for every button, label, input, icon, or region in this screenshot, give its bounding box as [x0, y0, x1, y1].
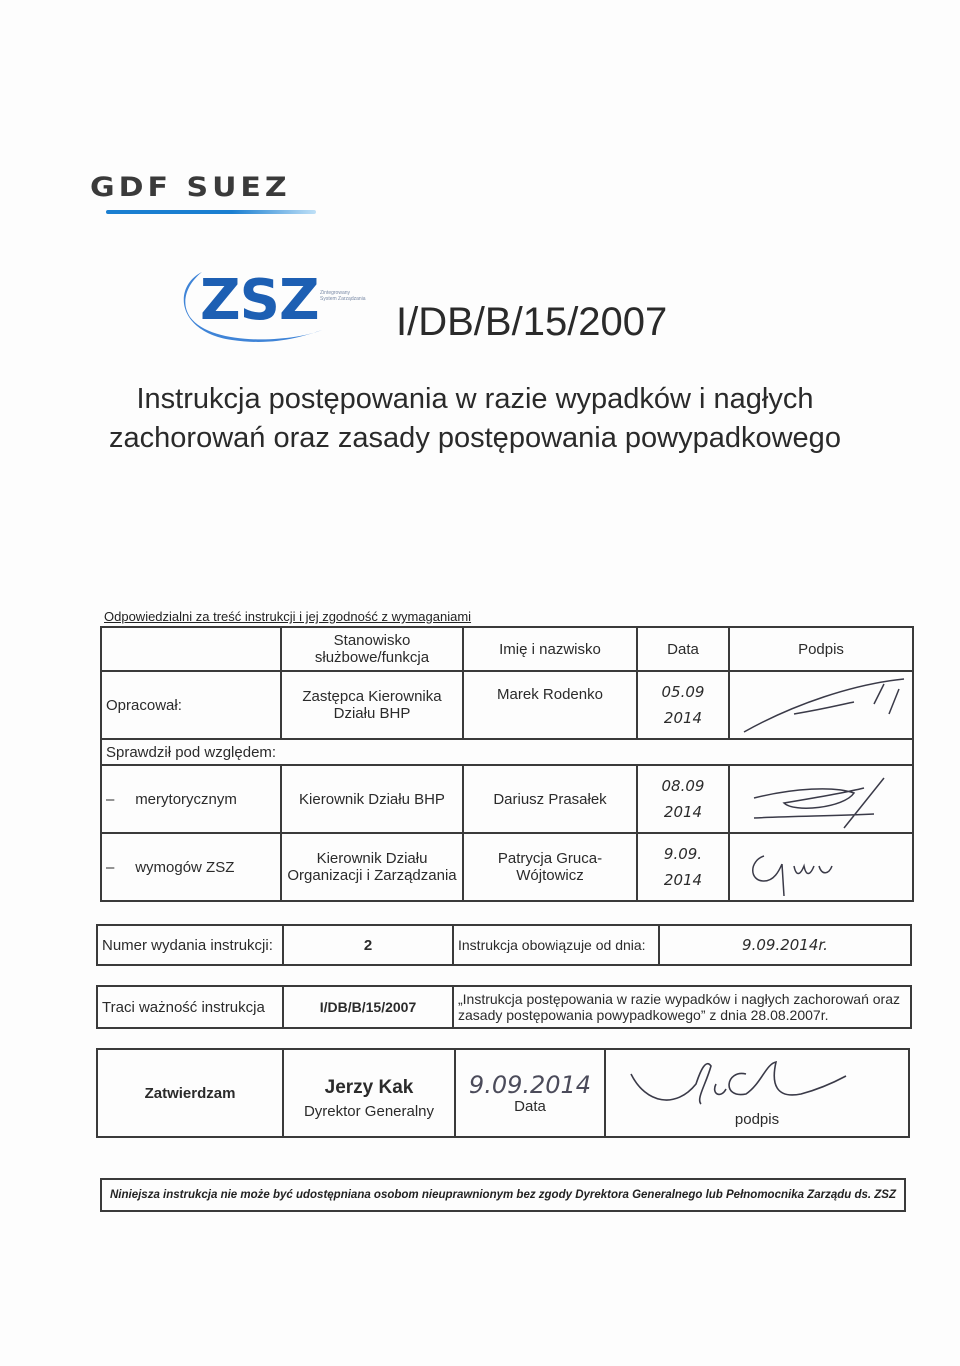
checked-merit-label: – merytorycznym	[101, 765, 281, 833]
gdf-suez-logo-underline	[106, 210, 316, 214]
table-row	[101, 739, 913, 765]
handwritten-signature-icon	[734, 768, 914, 830]
checked-zsz-label: – wymogów ZSZ	[101, 833, 281, 901]
gdf-suez-logo-text: GDF SUEZ	[90, 171, 291, 204]
table-row	[97, 925, 911, 965]
approver	[283, 1049, 455, 1137]
checked-merit-signature	[729, 765, 913, 833]
valid-from-label: Instrukcja obowiązuje od dnia:	[453, 925, 659, 965]
checked-zsz-name: Patrycja Gruca-Wójtowicz	[463, 833, 637, 901]
supersedes-code: I/DB/B/15/2007	[283, 986, 453, 1028]
table-header-row	[101, 627, 913, 671]
approver-role: Dyrektor Generalny	[303, 1102, 435, 1120]
checked-label: Sprawdził pod względem:	[101, 739, 913, 765]
prepared-label: Opracował:	[101, 671, 281, 739]
zsz-logo	[172, 262, 372, 352]
checked-merit-name: Dariusz Prasałek	[463, 765, 637, 833]
prepared-name: Marek Rodenko	[463, 671, 637, 739]
prepared-position: Zastępca Kierownika Działu BHP	[281, 671, 463, 739]
approval-date-value: 9.09.2014	[468, 1070, 592, 1099]
approval-date-label: Data	[514, 1097, 546, 1115]
header-date: Data	[637, 627, 729, 671]
handwritten-signature-icon	[734, 674, 914, 736]
table-row	[97, 986, 911, 1028]
table-row	[101, 765, 913, 833]
header-signature: Podpis	[729, 627, 913, 671]
responsibility-table	[100, 626, 914, 902]
table-row	[101, 671, 913, 739]
responsibility-caption: Odpowiedzialni za treść instrukcji i jej zgodność z wymaganiami	[104, 609, 472, 624]
handwritten-signature-icon	[626, 1054, 866, 1114]
prepared-date: 05.09 2014	[637, 671, 729, 739]
approval-signature-label: podpis	[734, 1111, 780, 1128]
checked-merit-date: 08.09 2014	[637, 765, 729, 833]
approval-label: Zatwierdzam	[97, 1049, 283, 1137]
zsz-logo-tagline: Zintegrowany System Zarządzania	[320, 290, 366, 302]
prepared-signature	[729, 671, 913, 739]
edition-number: 2	[283, 925, 453, 965]
gdf-suez-logo	[90, 170, 340, 220]
table-row	[101, 833, 913, 901]
edition-table	[96, 924, 912, 966]
header-position: Stanowisko służbowe/funkcja	[281, 627, 463, 671]
supersedes-label: Traci ważność instrukcja	[97, 986, 283, 1028]
header-empty-cell	[101, 627, 281, 671]
table-row	[97, 1049, 909, 1137]
approval-signature	[605, 1049, 909, 1137]
checked-zsz-date: 9.09. 2014	[637, 833, 729, 901]
supersedes-description: „Instrukcja postępowania w razie wypadków i nagłych zachorowań oraz zasady postępowania powypadkowego” z dnia 28.08.2007r.	[453, 986, 911, 1028]
approver-name: Jerzy Kak	[324, 1076, 414, 1098]
valid-from-date: 9.09.2014r.	[659, 925, 911, 965]
zsz-logo-text: ZSZ	[200, 268, 319, 333]
document-title: Instrukcja postępowania w razie wypadków i nagłych zachorowań oraz zasady postępowania powypadkowego	[109, 383, 841, 454]
checked-zsz-position: Kierownik Działu Organizacji i Zarządzania	[281, 833, 463, 901]
handwritten-signature-icon	[734, 836, 914, 898]
approval-date	[455, 1049, 605, 1137]
document-code: I/DB/B/15/2007	[396, 300, 668, 344]
checked-merit-position: Kierownik Działu BHP	[281, 765, 463, 833]
supersedes-table	[96, 985, 912, 1029]
edition-label: Numer wydania instrukcji:	[97, 925, 283, 965]
confidentiality-notice: Niniejsza instrukcja nie może być udostępniana osobom nieuprawnionym bez zgody Dyrektora Generalnego lub Pełnomocnika Zarządu ds. ZSZ	[100, 1178, 906, 1212]
header-name: Imię i nazwisko	[463, 627, 637, 671]
checked-zsz-signature	[729, 833, 913, 901]
approval-table	[96, 1048, 910, 1138]
